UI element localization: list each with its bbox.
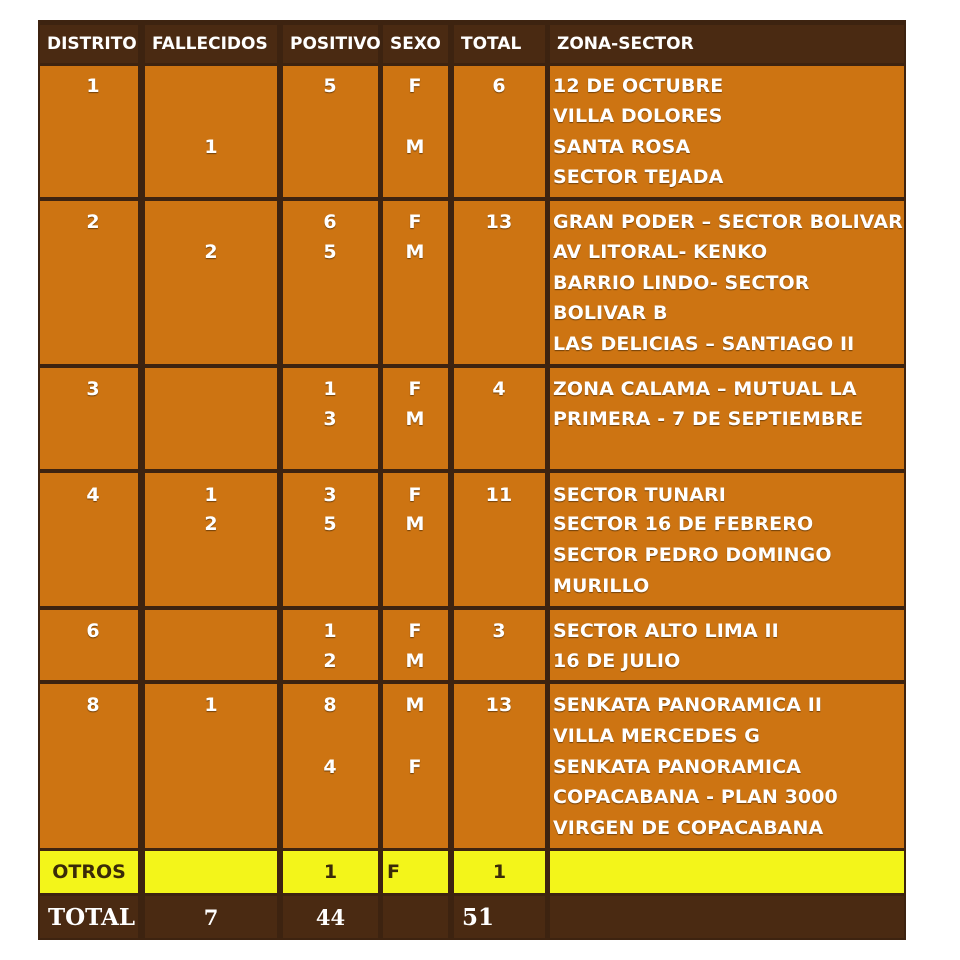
sexo-value: F [408,75,422,97]
column-header-fallecidos: FALLECIDOS [145,25,277,63]
covid-cases-table [38,20,906,940]
positivo-value: 6 [323,211,337,233]
zona-sector-line: SENKATA PANORAMICA II [553,694,823,716]
total-value: 13 [485,211,513,233]
fallecidos-value: 1 [204,484,218,506]
zona-sector-line: AV LITORAL- KENKO [553,241,768,263]
sexo-value: F [408,484,422,506]
zona-sector-line: BOLIVAR B [553,302,668,324]
zona-sector-line: VILLA DOLORES [553,105,723,127]
sexo-value: M [405,694,425,716]
distrito-value: 3 [86,378,100,400]
positivo-value: 2 [323,650,337,672]
table-cell [145,368,277,469]
zona-sector-line: PRIMERA - 7 DE SEPTIEMBRE [553,408,864,430]
otros-zona-sector [550,851,904,893]
total-distrito: TOTAL [40,896,138,938]
distrito-value: 6 [86,620,100,642]
positivo-value: 5 [323,241,337,263]
sexo-value: M [405,408,425,430]
zona-sector-line: SECTOR TEJADA [553,166,724,188]
sexo-value: M [405,650,425,672]
total-value: 6 [492,75,506,97]
positivo-value: 4 [323,756,337,778]
total-total: 51 [454,896,545,938]
column-header-zona-sector: ZONA-SECTOR [550,25,904,63]
zona-sector-line: SECTOR ALTO LIMA II [553,620,779,642]
positivo-value: 3 [323,484,337,506]
table-cell [145,201,277,364]
sexo-value: M [405,136,425,158]
zona-sector-line: BARRIO LINDO- SECTOR [553,272,810,294]
otros-positivo: 1 [283,851,378,893]
total-zona-sector [550,896,904,938]
otros-sexo: F [383,851,448,893]
distrito-value: 4 [86,484,100,506]
zona-sector-line: VILLA MERCEDES G [553,725,760,747]
fallecidos-value: 2 [204,513,218,535]
total-positivo: 44 [283,896,378,938]
sexo-value: M [405,513,425,535]
column-header-sexo: SEXO [383,25,448,63]
total-value: 13 [485,694,513,716]
total-fallecidos: 7 [145,896,277,938]
column-header-total: TOTAL [454,25,545,63]
total-sexo [383,896,448,938]
zona-sector-line: SECTOR TUNARI [553,484,726,506]
zona-sector-line: 16 DE JULIO [553,650,681,672]
table-cell [145,610,277,680]
positivo-value: 1 [323,378,337,400]
otros-fallecidos [145,851,277,893]
fallecidos-value: 1 [204,694,218,716]
fallecidos-value: 1 [204,136,218,158]
sexo-value: F [408,756,422,778]
zona-sector-line: MURILLO [553,575,650,597]
positivo-value: 1 [323,620,337,642]
sexo-value: M [405,241,425,263]
zona-sector-line: COPACABANA - PLAN 3000 [553,786,838,808]
zona-sector-line: SECTOR PEDRO DOMINGO [553,544,832,566]
total-value: 4 [492,378,506,400]
distrito-value: 2 [86,211,100,233]
fallecidos-value: 2 [204,241,218,263]
zona-sector-line: LAS DELICIAS – SANTIAGO II [553,333,855,355]
positivo-value: 8 [323,694,337,716]
zona-sector-line: ZONA CALAMA – MUTUAL LA [553,378,857,400]
distrito-value: 1 [86,75,100,97]
sexo-value: F [408,211,422,233]
sexo-value: F [408,620,422,642]
zona-sector-line: 12 DE OCTUBRE [553,75,724,97]
positivo-value: 5 [323,513,337,535]
zona-sector-line: SECTOR 16 DE FEBRERO [553,513,814,535]
column-header-positivo: POSITIVO [283,25,378,63]
positivo-value: 5 [323,75,337,97]
zona-sector-line: SANTA ROSA [553,136,691,158]
column-header-distrito: DISTRITO [40,25,138,63]
table-cell [145,66,277,197]
positivo-value: 3 [323,408,337,430]
total-value: 3 [492,620,506,642]
zona-sector-line: GRAN PODER – SECTOR BOLIVAR [553,211,903,233]
distrito-value: 8 [86,694,100,716]
total-value: 11 [485,484,513,506]
zona-sector-line: SENKATA PANORAMICA [553,756,802,778]
otros-distrito: OTROS [40,851,138,893]
sexo-value: F [408,378,422,400]
otros-total: 1 [454,851,545,893]
zona-sector-line: VIRGEN DE COPACABANA [553,817,824,839]
